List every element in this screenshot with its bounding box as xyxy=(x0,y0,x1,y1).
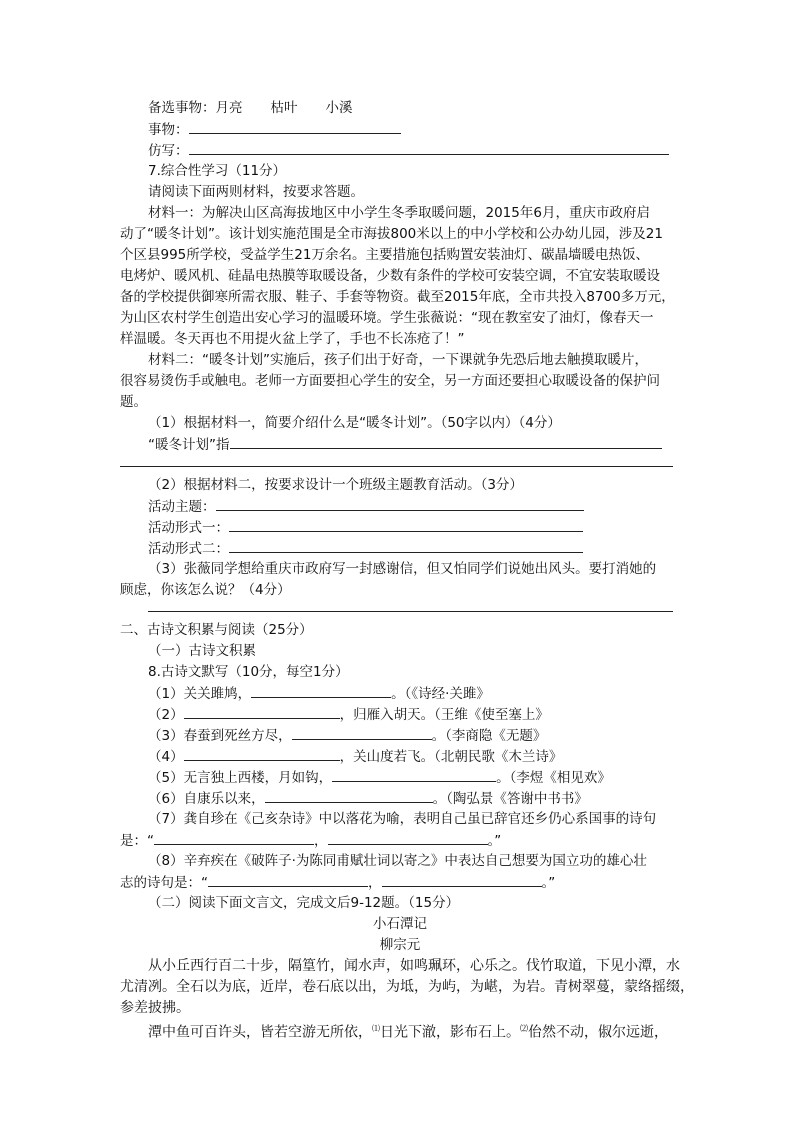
imitate-label: 仿写： xyxy=(148,143,189,159)
material1-line: 材料一：为解决山区高海拔地区中小学生冬季取暖问题，2015年6月，重庆市政府启 xyxy=(148,205,650,221)
activity-form2-label: 活动形式二： xyxy=(148,541,229,557)
material1-line: 个区县995所学校，受益学生21万余名。主要措施包括购置安装油灯、碳晶墙暖电热饭、 xyxy=(120,247,649,263)
q7-2-form1-line xyxy=(148,517,583,538)
q8-4-blank[interactable] xyxy=(184,746,340,761)
q7-1-answer-blank-2[interactable] xyxy=(120,466,673,467)
q7-1-answer-blank[interactable] xyxy=(230,434,662,449)
material1-line: 备的学校提供御寒所需衣服、鞋子、手套等物资。截至2015年底，全市共投入8700多万元， xyxy=(120,289,675,305)
activity-form2-blank[interactable] xyxy=(229,538,583,553)
q7-2-question: （2）根据材料二，按要求设计一个班级主题教育活动。（3分） xyxy=(148,477,523,493)
q8-8-question: （8）辛弃疾在《破阵子·为陈同甫赋壮词以寄之》中表达自己想要为国立功的雄心壮 xyxy=(148,853,647,869)
material1-line: 样温暖。冬天再也不用提火盆上学了，手也不长冻疮了！” xyxy=(120,331,465,347)
q7-1-question: （1）根据材料一，简要介绍什么是“暖冬计划”。（50字以内）（4分） xyxy=(148,415,561,431)
material1-line: 动了“暖冬计划”。该计划实施范围是全市海拔800米以上的中小学校和公办幼儿园，涉及21 xyxy=(120,226,663,242)
subsection1-heading: （一）古诗文积累 xyxy=(148,643,256,659)
material1-line: 电烤炉、暖风机、硅晶电热膜等取暖设备，少数有条件的学校可安装空调，不宜安装取暖设 xyxy=(120,268,660,284)
candidates-line xyxy=(148,98,353,118)
q8-2-blank[interactable] xyxy=(184,704,340,719)
q8-6-blank[interactable] xyxy=(265,788,433,803)
q7-3-question: 顾虑，你该怎么说？（4分） xyxy=(120,582,291,598)
material2-line: 很容易烫伤手或触电。老师一方面要担心学生的安全，另一方面还要担心取暖设备的保护问 xyxy=(120,373,660,389)
q7-instruction: 请阅读下面两则材料，按要求答题。 xyxy=(148,184,364,200)
q8-7-question: （7）龚自珍在《己亥杂诗》中以落花为喻，表明自己虽已辞官还乡仍心系国事的诗句 xyxy=(148,811,657,827)
q8-item: （3）春蚕到死丝方尽， 。（李商隐《无题》 xyxy=(148,725,546,746)
thing-answer-blank[interactable] xyxy=(189,119,401,134)
q8-item: （5）无言独上西楼，月如钩， 。（李煜《相见欢》 xyxy=(148,767,611,788)
candidate-stream: 小溪 xyxy=(325,100,353,116)
q8-8-answer-line: 志的诗句是：“ ， 。” xyxy=(120,872,555,893)
q8-7-answer-line: 是：“ ， 。” xyxy=(120,830,501,851)
q8-8-blank-1[interactable] xyxy=(208,872,368,887)
activity-theme-label: 活动主题： xyxy=(148,499,216,515)
activity-form1-label: 活动形式一： xyxy=(148,520,229,536)
thing-line xyxy=(148,119,401,140)
activity-form1-blank[interactable] xyxy=(229,517,583,532)
essay-author: 柳宗元 xyxy=(379,937,421,953)
imitate-answer-blank[interactable] xyxy=(189,140,669,155)
thing-label: 事物： xyxy=(148,122,189,138)
q8-item: （1）关关雎鸠， 。（《诗经·关雎》 xyxy=(148,683,490,704)
q8-item: （4） ，关山度若飞。（北朝民歌《木兰诗》 xyxy=(148,746,562,767)
candidates-label: 备选事物：月亮 xyxy=(148,100,243,116)
q8-1-blank[interactable] xyxy=(251,683,391,698)
footnote-marker: ⑵ xyxy=(520,1024,528,1033)
q7-1-answer-line xyxy=(148,434,662,455)
candidate-withered-leaf: 枯叶 xyxy=(270,100,298,116)
q7-3-question: （3）张薇同学想给重庆市政府写一封感谢信，但又怕同学们说她出风头。要打消她的 xyxy=(148,561,657,577)
subsection2-heading: （二）阅读下面文言文，完成文后9-12题。（15分） xyxy=(148,895,460,911)
q8-item: （2） ，归雁入胡天。（王维《使至塞上》 xyxy=(148,704,549,725)
imitate-line xyxy=(148,140,669,161)
material2-line: 题。 xyxy=(120,394,147,410)
q7-2-theme-line xyxy=(148,496,584,517)
essay-paragraph-line: 潭中鱼可百许头，皆若空游无所依，⑴日光下澈，影布石上。⑵佁然不动，俶尔远逝， xyxy=(148,1024,668,1041)
essay-paragraph-line: 尤清冽。全石以为底，近岸，卷石底以出，为坻，为屿，为嵁，为岩。青树翠蔓，蒙络摇缀， xyxy=(120,979,694,995)
q7-2-form2-line xyxy=(148,538,583,559)
q8-5-blank[interactable] xyxy=(332,767,496,782)
essay-paragraph-line: 参差披拂。 xyxy=(120,1000,190,1016)
q8-heading: 8.古诗文默写（10分，每空1分） xyxy=(148,664,349,680)
footnote-marker: ⑴ xyxy=(372,1024,380,1033)
q7-1-prefix: “暖冬计划”指 xyxy=(148,437,230,453)
q8-7-blank-1[interactable] xyxy=(154,830,314,845)
q8-8-blank-2[interactable] xyxy=(382,872,542,887)
activity-theme-blank[interactable] xyxy=(216,496,584,511)
q8-item: （6）自康乐以来， 。（陶弘景《答谢中书书》 xyxy=(148,788,588,809)
q8-3-blank[interactable] xyxy=(292,725,432,740)
material1-line: 为山区农村学生创造出安心学习的温暖环境。学生张薇说：“现在教室安了油灯，像春天一 xyxy=(120,310,654,326)
q8-7-blank-2[interactable] xyxy=(328,830,488,845)
q7-3-answer-blank[interactable] xyxy=(148,611,673,612)
q7-heading: 7.综合性学习（11分） xyxy=(148,163,287,179)
essay-paragraph-line: 从小丘西行百二十步，隔篁竹，闻水声，如鸣珮环，心乐之。伐竹取道，下见小潭，水 xyxy=(148,958,680,974)
essay-title: 小石潭记 xyxy=(373,916,427,932)
section2-heading: 二、古诗文积累与阅读（25分） xyxy=(120,622,313,638)
material2-line: 材料二：“暖冬计划”实施后，孩子们出于好奇，一下课就争先恐后地去触摸取暖片， xyxy=(148,352,648,368)
